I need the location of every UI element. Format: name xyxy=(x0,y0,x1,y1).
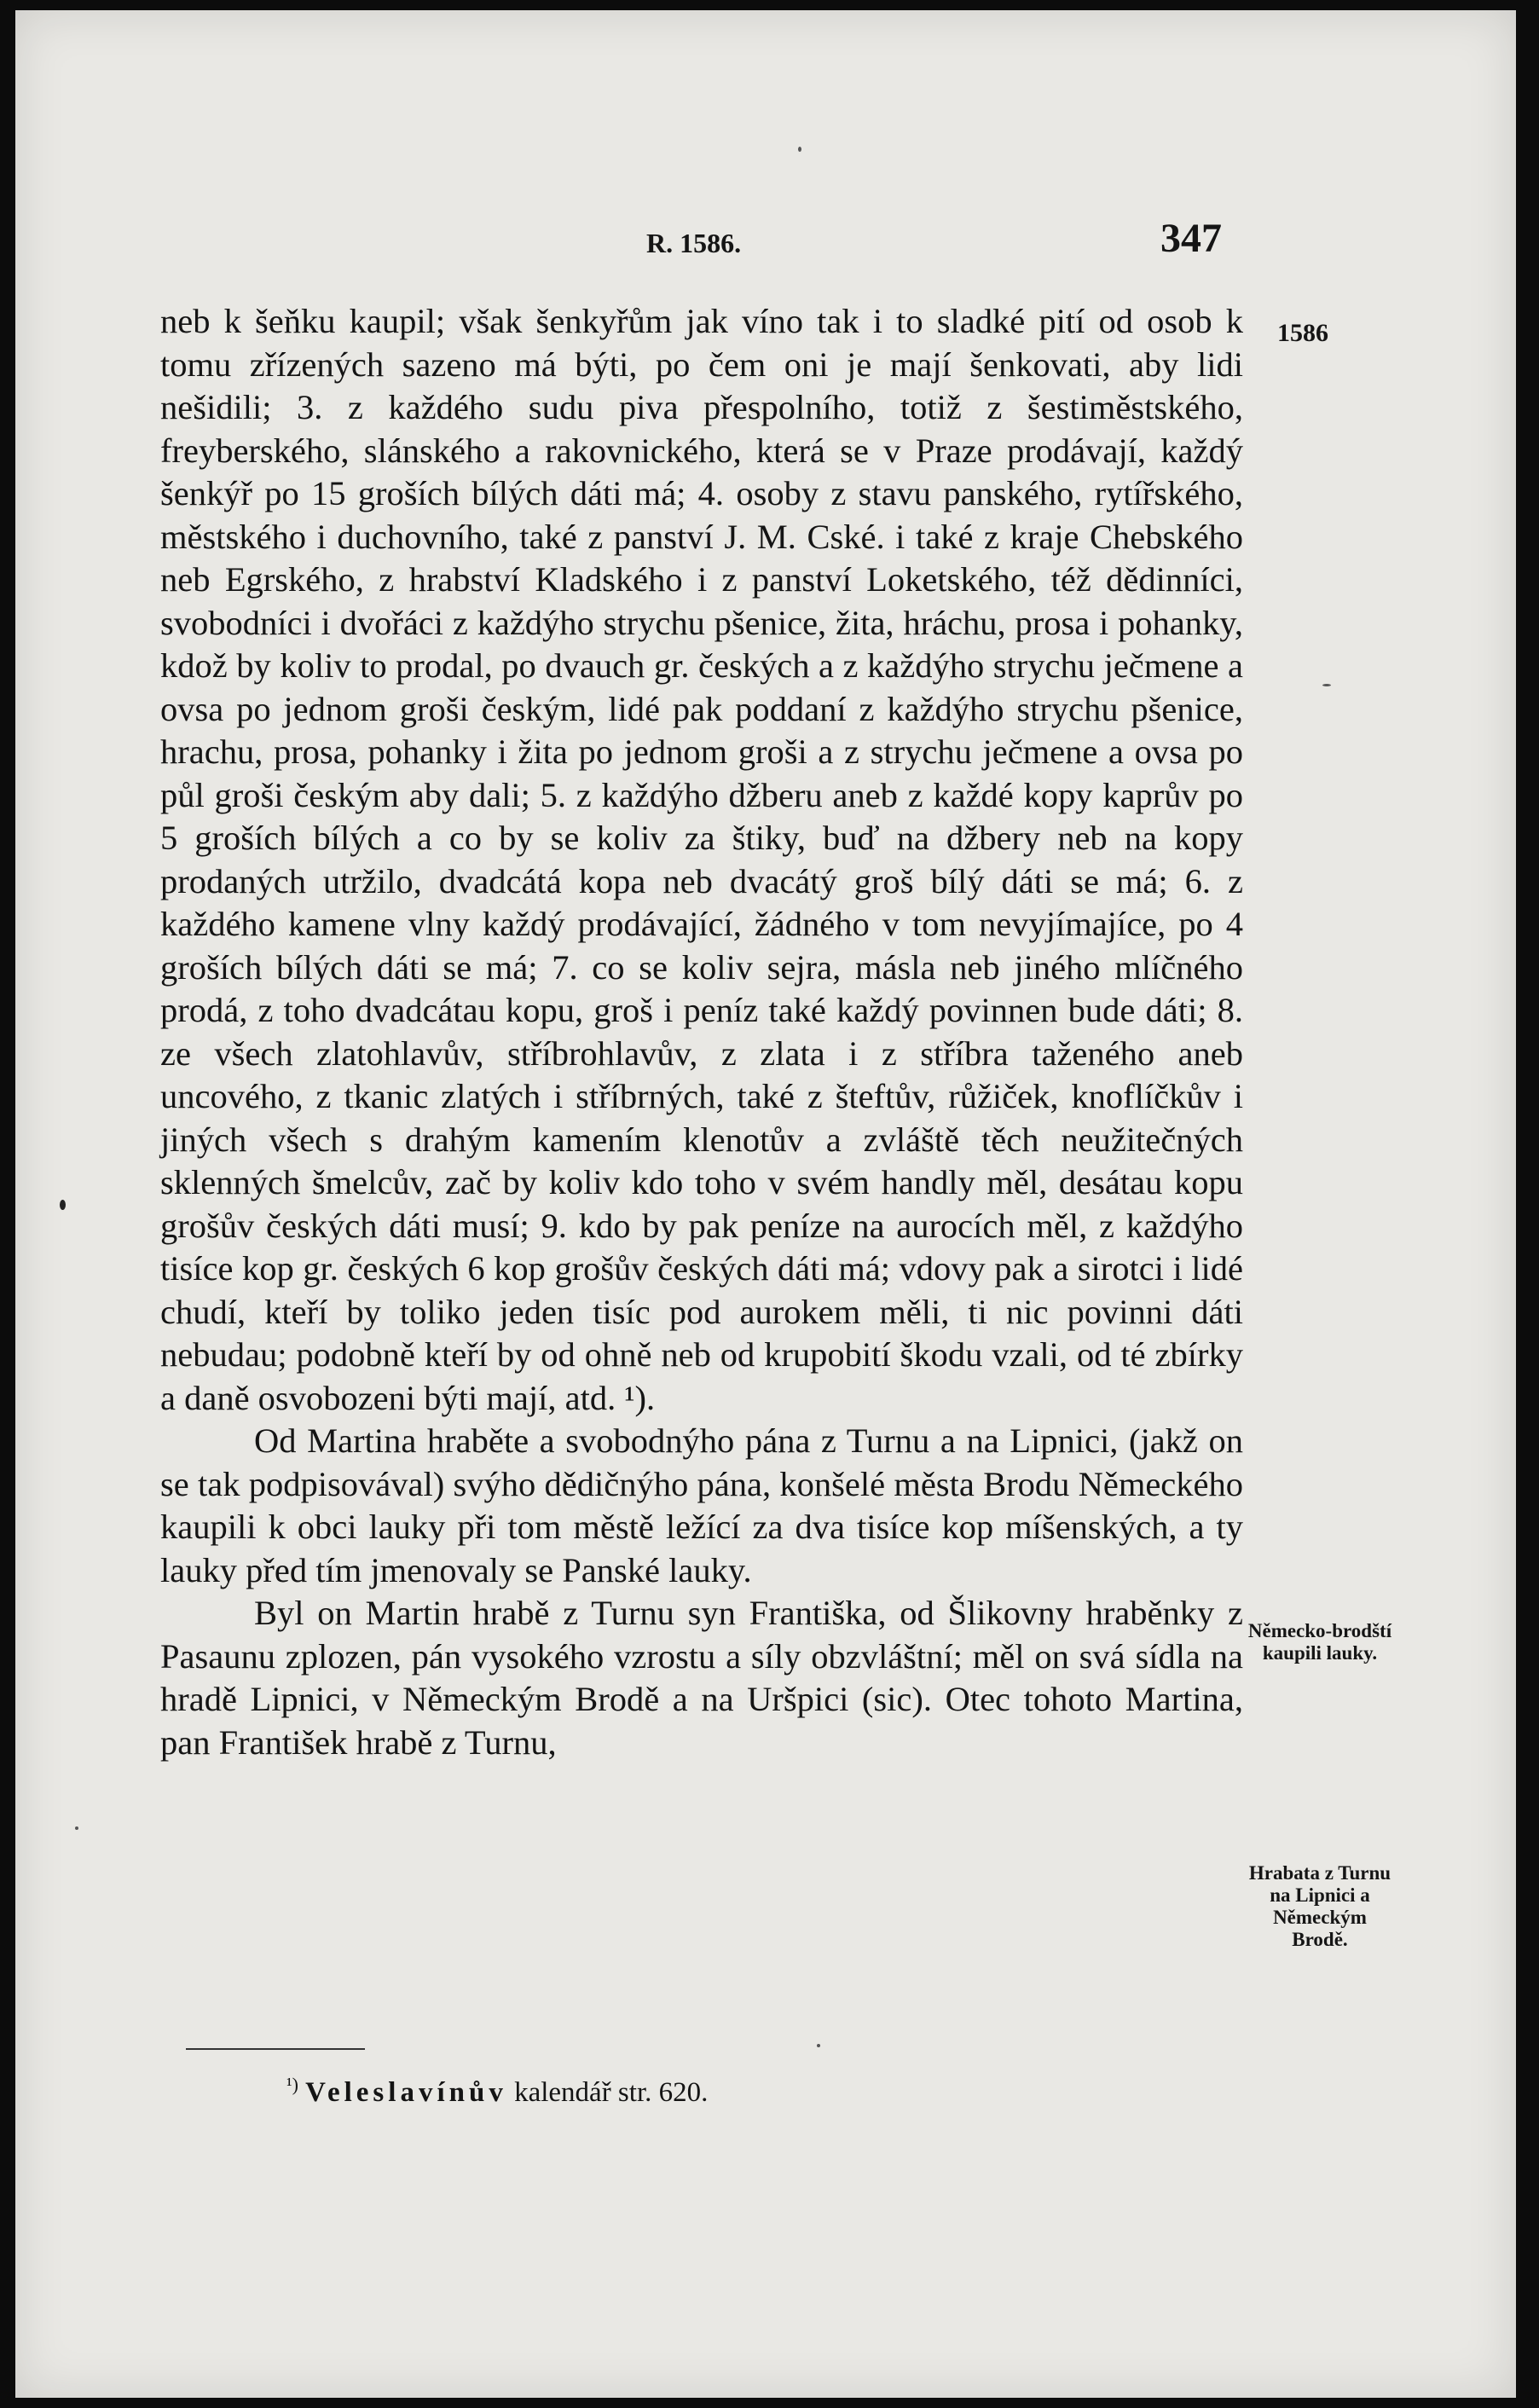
page-number: 347 xyxy=(1160,216,1222,261)
footnote-reference: kalendář str. 620. xyxy=(514,2077,709,2108)
paper-speck xyxy=(817,2044,820,2047)
paper-speck xyxy=(60,1200,66,1210)
margin-note-hrabata: Hrabata z Turnu na Lipnici a Německým Brodě. xyxy=(1248,1862,1391,1950)
paragraph-martin-lauky: Od Martina hraběte a svobodnýho pána z Turnu a na Lipnici, (jakž on se tak podpisovával) svýho dědičnýho pána, konšelé města Brodu Německého kaupili k obci lauky při tom městě ležící za dva tisíce kop míšenských, a ty lauky před tím jmenovaly se Panské lauky. xyxy=(160,1421,1243,1589)
main-text xyxy=(160,300,1243,1764)
footnote xyxy=(286,2074,708,2109)
paragraph-tax-list: neb k šeňku kaupil; však šenkyřům jak víno tak i to sladké pití od osob k tomu zřízených sazeno má býti, po čem oni je mají šenkovati, aby lidi nešidili; 3. z každého sudu piva přespolního, totiž z šestiměstského, freyberského, slánského a rakovnického, která se v Praze prodávají, každý šenkýř po 15 groších bílých dáti má; 4. osoby z stavu panského, rytířského, městského i duchovního, také z panství J. M. Cské. i také z kraje Chebského neb Egrského, z hrabství Kladského i z panství Loketského, též dědinníci, svobodníci i dvořáci z každýho strychu pšenice, žita, hráchu, prosa i pohanky, kdož by koliv to prodal, po dvauch gr. českých a z každýho strychu ječmene a ovsa po jednom groši českým, lidé pak poddaní z každýho strychu pšenice, hrachu, prosa, pohanky i žita po jednom groši a z strychu ječmene a ovsa po půl groši českým aby dali; 5. z každýho džberu aneb z každé kopy kaprův po 5 groších bílých a co by se koliv za štiky, buď na džbery neb na kopy prodaných utržilo, dvadcátá kopa neb dvacátý groš bílý dáti se má; 6. z každého kamene vlny každý prodávající, žádného v tom nevyjímajíce, po 4 groších bílých dáti se má; 7. co se koliv sejra, másla neb jiného mlíčného prodá, z toho dvadcátau kopu, groš i peníz také každý povinnen bude dáti; 8. ze všech zlatohlavův, stříbrohlavův, z zlata i z stříbra taženého aneb uncového, z tkanic zlatých i stříbrných, také z šteftův, růžiček, knoflíčkův i jiných všech s drahým kamením klenotův a zvláště těch neužitečných sklenných šmelcův, zač by koliv kdo toho v svém handly měl, desátau kopu grošův českých dáti musí; 9. kdo by pak peníze na aurocích měl, z každýho tisíce kop gr. českých 6 kop grošův českých dáti má; vdovy pak a sirotci i lidé chudí, kteří by toliko jeden tisíc pod aurokem měli, ti nic povinni dáti nebudau; podobně kteří by od ohně neb od krupobití škodu vzali, od té zbírky a daně osvobozeni býti mají, atd. ¹). xyxy=(160,302,1243,1417)
margin-year: 1586 xyxy=(1277,319,1328,347)
footnote-author: Veleslavínův xyxy=(305,2077,507,2108)
paragraph-martin-origin: Byl on Martin hrabě z Turnu syn Františka, od Šlikovny hraběnky z Pasaunu zplozen, pán vysokého vzrostu a síly obzvláštní; měl on svá sídla na hradě Lipnici, v Německým Brodě a na Uršpici (sic). Otec tohoto Martina, pan František hrabě z Turnu, xyxy=(160,1594,1243,1762)
footnote-marker: ¹) xyxy=(286,2074,298,2095)
footnote-divider xyxy=(186,2048,365,2050)
paper-speck xyxy=(1322,684,1331,686)
book-page xyxy=(15,10,1516,2398)
margin-note-lauky: Německo-brodští kaupili lauky. xyxy=(1247,1620,1392,1664)
paper-speck xyxy=(798,147,801,152)
running-title: R. 1586. xyxy=(646,228,742,258)
paper-speck xyxy=(75,1826,78,1830)
